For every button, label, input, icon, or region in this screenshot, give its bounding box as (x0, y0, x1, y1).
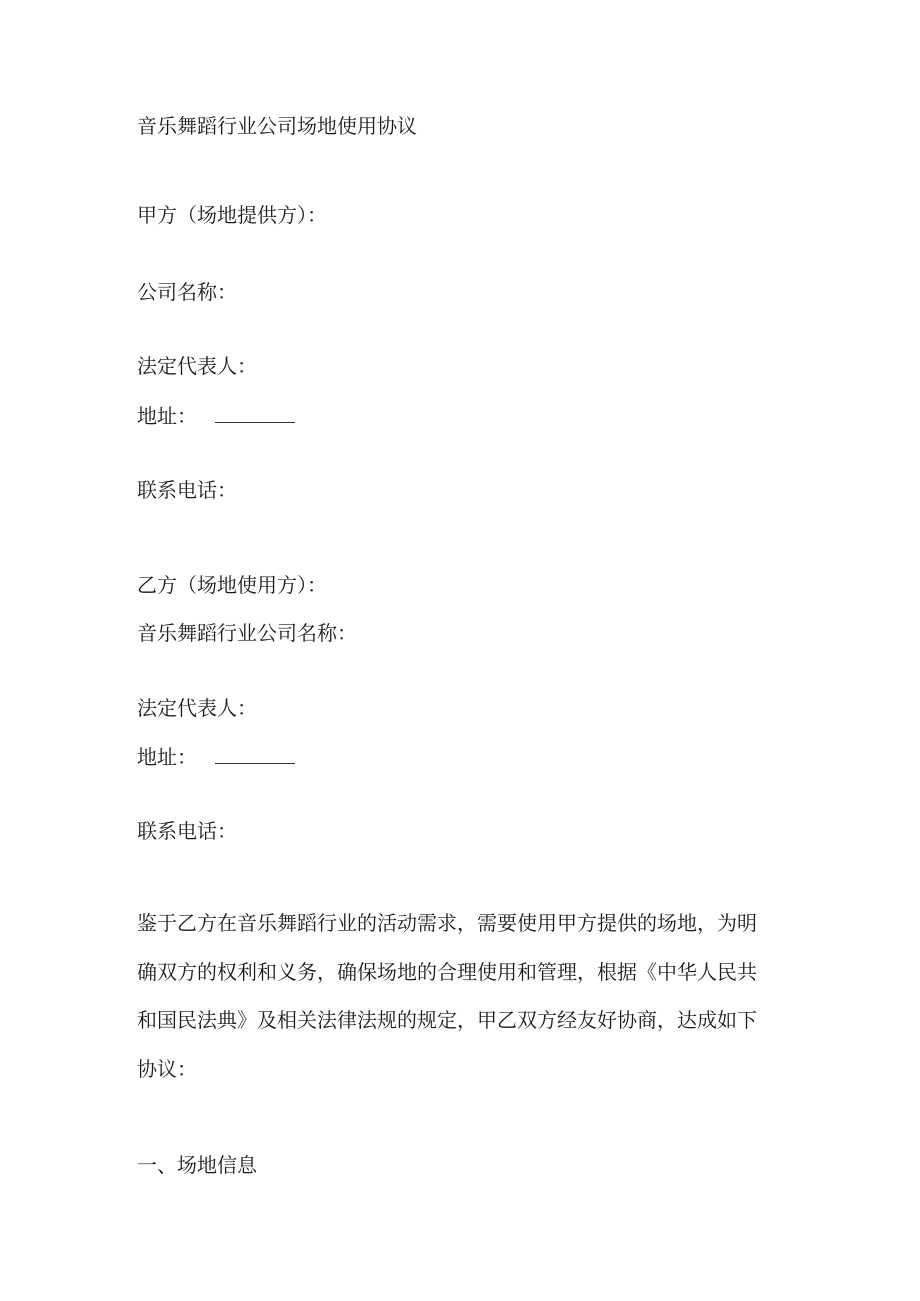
party-a-address-blank (215, 408, 295, 423)
party-b-address-blank (215, 749, 295, 764)
party-b-address-row (137, 745, 295, 769)
preamble-line-1: 鉴于乙方在音乐舞蹈行业的活动需求，需要使用甲方提供的场地，为明 (137, 911, 757, 935)
party-a-heading: 甲方（场地提供方）： (137, 203, 327, 227)
preamble-line-2: 确双方的权利和义务，确保场地的合理使用和管理，根据《中华人民共 (137, 960, 757, 984)
party-b-company-name-label: 音乐舞蹈行业公司名称： (137, 621, 357, 645)
party-b-legal-rep-label: 法定代表人： (137, 696, 257, 720)
document-title: 音乐舞蹈行业公司场地使用协议 (137, 114, 417, 138)
preamble-line-3: 和国民法典》及相关法律法规的规定，甲乙双方经友好协商，达成如下 (137, 1008, 757, 1032)
party-a-phone-label: 联系电话： (137, 478, 237, 502)
party-a-company-name-label: 公司名称： (137, 280, 237, 304)
section-1-heading: 一、场地信息 (137, 1153, 257, 1177)
party-a-address-row (137, 404, 295, 428)
party-b-phone-label: 联系电话： (137, 819, 237, 843)
party-a-address-label: 地址： (137, 404, 197, 428)
preamble-line-4: 协议： (137, 1057, 197, 1081)
party-b-address-label: 地址： (137, 745, 197, 769)
party-a-legal-rep-label: 法定代表人： (137, 354, 257, 378)
party-b-heading: 乙方（场地使用方）： (137, 573, 327, 597)
